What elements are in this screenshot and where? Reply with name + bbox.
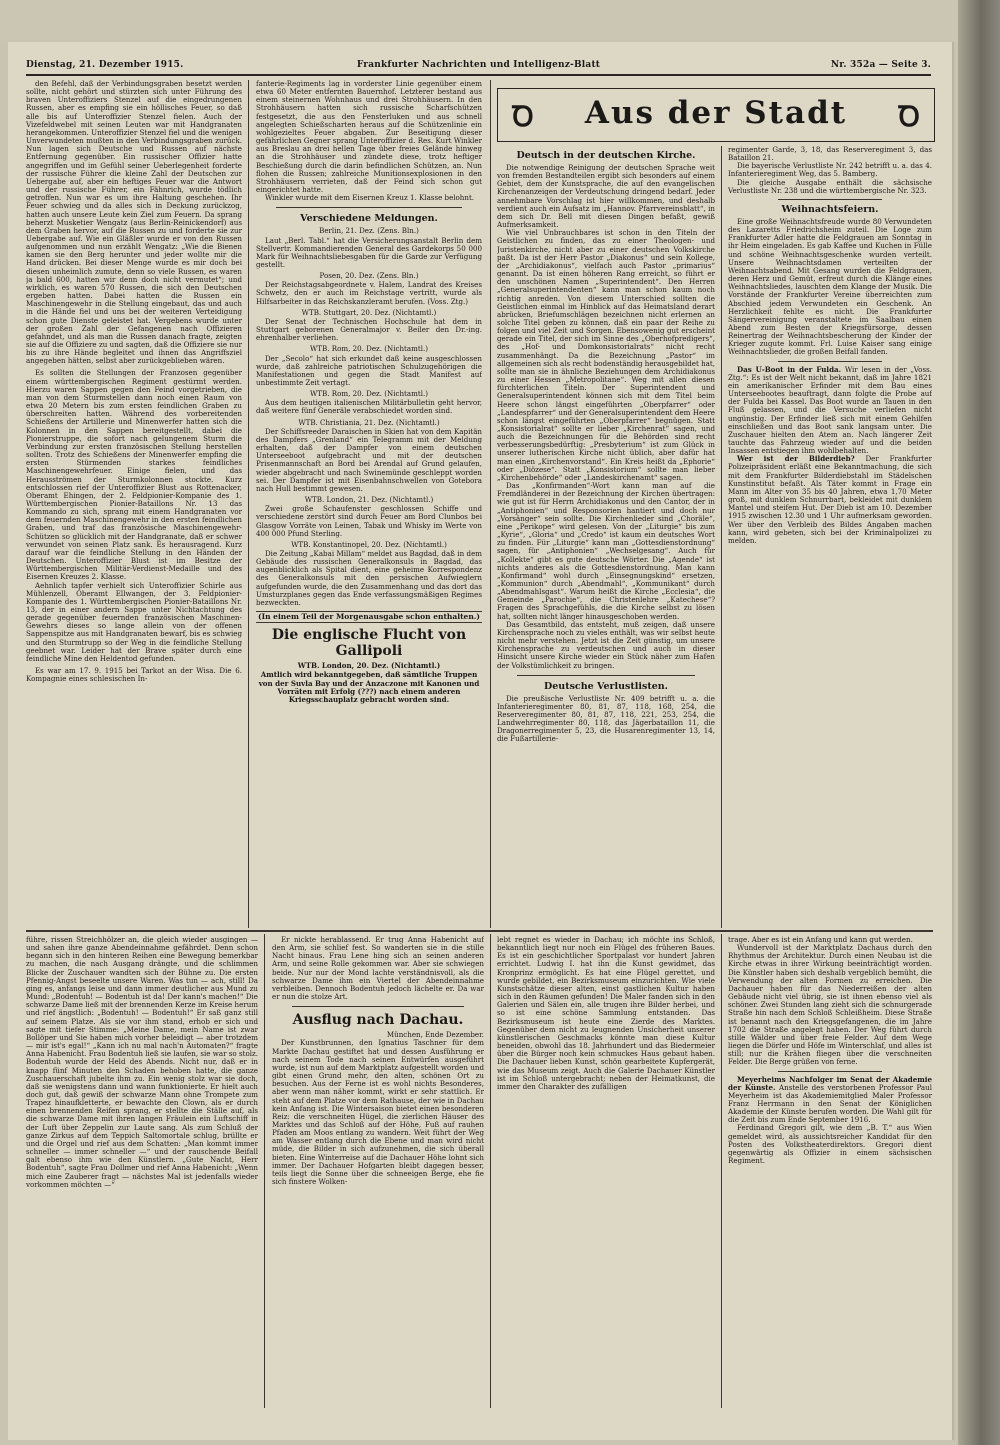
paragraph: Die preußische Verlustliste Nr. 409 betrifft u. a. die Infanterieregimenter 80, 81, 87, 118, 168, 254, die Reserveregimenter 80, 81, 87, 118, 221, 253, 254, die Landwehrregimenter 80, 118, das Jägerbataillon 11, die Dragonerregimenter 5, 23, die Husarenregimenter 13, 14, die Fußartillerie- [497, 693, 715, 744]
binding-edge [958, 0, 1000, 1445]
header-page-number: Nr. 352a — Seite 3. [830, 60, 931, 70]
column-rule [490, 934, 491, 1408]
column-rule [490, 80, 491, 928]
paragraph: Das Gesamtbild, das entsteht, muß zeigen, daß unsere Kirchensprache noch zu vieles enthält, was wir selbst heute nicht mehr verstehen. Jetzt ist die Zeit günstig, um unsere Kirchensprache zu verdeutschen und auch in dieser Hinsicht unsere Kirche wieder ein Stück näher zum Hafen der Volkstümlichkeit zu bringen. [497, 619, 715, 670]
section-heading-box [497, 88, 935, 142]
paragraph: Die bayerische Verlustliste Nr. 242 betrifft u. a. das 4. Infanterieregiment Weg, das 5. Bamberg. [728, 161, 932, 179]
paragraph: Aus dem heutigen italienischen Militärbulletin geht hervor, daß weitere fünf Generäle verabschiedet worden sind. [256, 398, 482, 416]
paragraph: Der Kunstbrunnen, den Ignatius Taschner für dem Markte Dachau gestiftet hat und dessen Ausführung er nach seinem Tode nach seinen Entwürfen ausgeführt wurde, ist nun auf dem Marktplatz aufgestellt worden und gibt einen Grund mehr, den alten, schönen Ort zu besuchen. Aus der Ferne ist es wohl nichts Besonderes, aber wenn man näher kommt, wirkt er sehr stattlich. Er steht auf dem Platze vor dem Rathause, der wie in Dachau kein Anfang ist. Die Wintersaison bietet einen besonderen Reiz: die verschneiten Hügel, die zierlichen Häuser des Marktes und das Schloß auf der Höhe, Fuß auf rauhen Pfaden am Moos entlang zu wandern. Weit führt der Weg am Wasser entlang durch die Ebene und man wird nicht müde, die Bilder in sich aufzunehmen, die sich überall bieten. Eine Winterreise auf die Dachauer Höhe lohnt sich immer. Der Dachauer Hofgarten bleibt dagegen besser, teils liegt die Sonne über die schneeigen Berge, ehe fie sich finstere Wolken- [272, 1038, 484, 1187]
column-rule [721, 934, 722, 1408]
run-in-headline: Das U-Boot in der Fulda. [737, 364, 842, 374]
column-rule [721, 146, 722, 928]
paragraph: Eine große Weihnachtsfreude wurde 80 Verwundeten des Lazaretts Friedrichsheim zuteil. Die Loge zum Frankfurter Adler hatte die Feldgrauen am Sonntag in ihr Heim eingeladen. Es gab Kaffee und Kuchen in Fülle und schöne Weihnachtsgeschenke wurden verteilt. Unsere Weihnachtsdamen verteilten der Weihnachtsabend. Mit Gesang wurden die Feldgrauen, deren Herz und Gemüt, erfreut durch die Klänge eines Weihnachtsliedes, lauschten dem Klange der Musik. Die Vorstände der Frankfurter Vereine überreichten zum Abschied jedem Verwundeten ein Geschenk. An Herzlichkeit fehlte es nicht. Die Frankfurter Sängervereinigung veranstaltete im Saalbau einen Abend zum Besten der Kriegsfürsorge, dessen Reinertrag der Weihnachtsbescherung der Kinder der Krieger zugute kommt. Frl. Luise Kaiser sang einige Weihnachtslieder, die großen Beifall fanden. [728, 216, 932, 357]
paragraph: Amtlich wird bekanntgegeben, daß sämtliche Truppen von der Suvla Bay und der Anzaczone mit Kanonen und Vorräten mit Erfolg (???) nach einem anderen Kriegsschauplatz gebracht worden sind. [258, 670, 480, 704]
edition-note: (In einem Teil der Morgenausgabe schon enthalten.) [256, 611, 482, 623]
ornament-right: Ꝺ [898, 100, 920, 133]
paragraph [728, 1076, 932, 1125]
paragraph: Es sollten die Stellungen der Franzosen gegenüber einem württembergischen Regiment gestürmt werden. Hierzu waren Sappen gegen den Feind vorgetrieben, die man von dem Sturmstellen dann noch einen Raum von etwa 20 Metern bis zum ersten feindlichen Graben zu überschreiten hatten. Während des vorbereitenden Schießens der Artillerie und Minenwerfer hatten sich die Kolonnen in den Sappen bereitgestellt, dabei die Pionierstruppe, die sofort nach gelungenem Sturm die Verbindung zur ersten französischen Stellung herstellen sollten. Trotz des Schießens der Minenwerfer empfing die ersten Stürmenden starkes feindliches Maschinengewehrfeuer. Einige fielen, und das Herausströmen der Sturmkolonnen stockte. Kurz entschlossen rief der Unteroffizier Blust aus Rottenacker, Oberamt Ehingen, der 2. Feldpionier-Kompanie des 1. Württembergischen Pionier-Bataillons Nr. 13 das Kommando zu sich, sprang mit einem Handgranaten vor dem feuernden Maschinengewehr in den ersten feindlichen Graben, und traf das französische Maschinengewehr-Schützen so glücklich mit der Handgranate, daß er schwer verwundet von seinen Platz sank. Es herausragend. Kurz darauf war die feindliche Stellung in den Händen der Deutschen. Unteroffizier Blust ist im Besitze der Württembergischen Militär-Verdienst-Medaille und des Eisernen Kreuzes 2. Klasse. [26, 368, 242, 582]
header-date: Dienstag, 21. Dezember 1915. [26, 60, 184, 70]
paragraph: Der Senat der Technischen Hochschule hat dem in Stuttgart geborenen Generalmajor v. Beiler den Dr.-ing. ehrenhalber verliehen. [256, 316, 482, 343]
article-headline: Die englische Flucht von Gallipoli [271, 627, 467, 660]
dateline: München, Ende Dezember. [386, 1030, 484, 1040]
paragraph: führe, rissen Streichhölzer an, die gleich wieder ausgingen — und sahen ihre ganze Abendeinnahme gefährdet. Denn schon begann sich in den hinteren Reihen eine Bewegung bemerkbar zu machen, die nach Ausgang drängte, und die schlimmen Blicke der Zuschauer wandten sich der Bühne zu. Die ersten Pfennig-Angst beseelte unsere Waren. Was tun — ach, still! Da ging es, anfangs leise und dann immer deutlicher aus Mund zu Mund: „Bodentuh! — Bodentuh ist da! Der kann's machen!“ Die schwarze Dame ließ mit der brennenden Kerze im Kreise herum und rief ängstlich: „Bodentuh! — Bodentuh!“ Er saß ganz still auf seinem Platze. Als sie vor ihm stand, erhob er sich und sagte mit tiefer Stimme: „Meine Dame, mein Name ist zwar Bollöper und Sie haben mich vorher beleidigt — aber trotzdem — mir ist's egal!“ „Kann ich nu mal nach'n Automaten?“ fragte Anna Habenicht. Frau Bodentuh ließ sie laufen, sie war so stolz. Bodentuh wurde der Held des Abends. Nicht nur, daß er in knapp fünf Minuten den Schaden behoben hatte, die ganze Zuschauerschaft jubelte ihm zu. Ein wenig stolz war sie doch, daß sie wenigstens dann und wann funktionierte. Er hielt auch doch gut, daß gewiß der schwarze Mann ohne Trompete zum Trapez hinaufkletterte, er bewachte den Clown, als er durch einen brennenden Reifen sprang, er stellte die Ställe auf, als die schwarze Dame mit ihren langen Fräulein ein Luftschiff in der Luft über Zeppelin zur Laute sang. Als zum Schluß der ganze Zirkus auf dem Teppich Saltomortale schlug, brüllte er und die Orgel und rief aus dem Schatten: „Man kommt immer schneller — immer schneller —“ und der rauschende Beifall galt ebenso ihm wie den Künstlern. „Gute Nacht, Herr Bodentuh“, sagte Frau Dollmer und rief Anna Habenicht: „Wenn mich eine Zauberer fragt — nächstes Mal ist jedenfalls wieder vorkommen möchten —“ [26, 936, 258, 1189]
paragraph: Winkler wurde mit dem Eisernen Kreuz 1. Klasse belohnt. [265, 193, 475, 203]
paragraph: den Befehl, daß der Verbindungsgraben besetzt werden sollte, nicht gehört und stürzten sich unter Führung des braven Unteroffiziers Stenzel auf die eingedrungenen Russen, aber es empfing sie ein höllisches Feuer, so daß alle bis auf Unteroffizier Stenzel fielen. Auch der Vizefeldwebel mit seinen Leuten war mit Handgranaten herangekommen. Unteroffizier Stenzel fiel und die wenigen Unverwundeten mußten in den Verbindungsgraben zurück. Nun lagen sich Deutsche und Russen auf nächste Entfernung gegenüber. Ein russischer Offizier hatte angegriffen und im Gefühl seiner Ueberlegenheit forderte der russische Führer die kleine Zahl der Deutschen zur Uebergabe auf, aber ein heftiges Feuer war die Antwort und der russische Führer, ein Fähnrich, wurde tödlich getroffen. Nun war es um ihre Haltung geschehen. Ihr Feuer schwieg und da alles sich in Deckung zurückzog, hatten auch unsere Leute kein Ziel zum Feuern. Da sprang beherzt Musketier Wengatz (aus Berlin-Reinickendorf) aus dem Graben hervor, auf die Russen zu und forderte sie zur Uebergabe auf. Wie ein Gläßler wurde er von den Russen aufgenommen und nun erzählt Wengatz: „Wie die Bienen kamen sie den Berg herunter und jeder wollte mir die Hand drücken. Bei dieser Menge wurde es mir doch bei diesen unheimlich zumute, denn so viele Russen, es waren ja bald 600, hatten wir denn doch nicht vermutet“; und wirklich, es waren 570 Russen, die sich den Deutschen ergeben hatten. Dabei hatten die Russen ein Maschinengewehr in die Stellung eingebaut, das und auch in die Hände fiel und uns bei der weiteren Verteidigung schon gute Dienste geleistet hat. Vergebens wurde unter der großen Zahl der Gefangenen nach Offizieren gefahndet, und als man die Russen danach fragte, zeigten sie auf die Offiziere zu und sagten, daß die Offiziere sie nur bis zu ihre Hände begleitet und ihnen das Angriffsziel angegeben hätten, selbst aber zurückgeblieben wären. [26, 80, 242, 366]
scan-top-margin [0, 0, 958, 42]
paragraph: Er nickte herablassend. Er trug Anna Habenicht auf den Arm, sie schlief fest. So wanderten sie in die stille Nacht hinaus. Frau Lene hing sich an seinen anderen Arm, und seine Rolle gekommen war. Aber sie schwiegen beide. Nur nur der Mond lachte verständnisvoll, als die schwarze Dame ihm ein Viertel der Abendeinnahme verbleiben. Dennoch Bodentuh jedoch lächelte er. Da war er nun die stolze Art. [272, 936, 484, 1002]
separator [517, 675, 695, 676]
lower-column-1 [26, 936, 258, 1406]
separator [778, 1071, 882, 1072]
dateline: WTB. Stuttgart, 20. Dez. (Nichtamtl.) [301, 307, 437, 317]
paragraph: Ferdinand Gregori gilt, wie dem „B. T.“ aus Wien gemeldet wird, als aussichtsreicher Kandidat für den Posten des Volkstheaterdirektors. Gregori dient gegenwärtig als Offizier in einem sächsischen Regiment. [728, 1123, 932, 1166]
run-in-headline: Meyerheims Nachfolger im Senat der Akademie der Künste. [728, 1074, 932, 1092]
dateline: Berlin, 21. Dez. (Zens. Bln.) [319, 226, 419, 236]
lower-column-4 [728, 936, 932, 1406]
paragraph: regimenter Garde, 3, 18, das Reserveregiment 3, das Bataillon 21. [728, 146, 932, 163]
separator [778, 361, 882, 362]
separator [276, 207, 462, 208]
paragraph: Der „Secolo“ hat sich erkundet daß keine ausgeschlossen wurde, daß zahlreiche patriotischen Schulzugehörigen die Manifestationen und gegen die Stadt Manifest auf unbestimmte Zeit vertagt. [256, 353, 482, 387]
column-2 [256, 80, 482, 928]
paragraph: Die Zeitung „Kabai Millam“ meldet aus Bagdad, daß in dem Gebäude des russischen Generalkonsuls in Bagdad, das augenblicklich als Spital dient, eine geheime Korrespondenz des Generalkonsuls mit den persischen Aufwieglern aufgefunden wurde, die den Zusammenhang und das dort das Umsturzplanes gegen das Ende verfassungsmäßigen Regimes bezweckten. [256, 548, 482, 607]
paragraph: Es war am 17. 9. 1915 bei Tarkot an der Wisa. Die 6. Kompagnie eines schlesischen In- [26, 666, 242, 684]
article-headline: Weihnachtsfeiern. [781, 203, 879, 215]
paragraph: Aehnlich tapfer verhielt sich Unteroffizier Schirle aus Mühlenzell, Oberamt Ellwangen, der 3. Feldpionier-Kompanie des 1. Württembergischen Pionier-Bataillons Nr. 13, der in einer andern Sappe unter Nichtachtung des gerade gegenüber feuernden französischen Maschinen-Gewehrs dieses so lange allein von der offenen Sappenspitze aus mit Handgranaten bewarf, bis es schwieg und den Sturmtrupp so der Weg in die feindliche Stellung geebnet war. Leider hat der Brave später durch eine feindliche Mine den Heldentod gefunden. [26, 580, 242, 663]
column-4 [728, 146, 932, 928]
paragraph-text: Der Frankfurter Polizeipräsident erläßt eine Bekanntmachung, die sich mit dem Frankfurter Bilderdiebstahl im Städelschen Kunstinstitut befaßt. Als Täter kommt in Frage ein Mann im Alter von 35 bis 40 Jahren, etwa 1,70 Meter groß, mit dunklem Schnurrbart, bekleidet mit dunklem Mantel und steifem Hut. Der Dieb ist am 10. Dezember 1915 zwischen 12.30 und 1 Uhr aufmerksam geworden. Wer über den Verbleib des Bildes Angaben machen kann, wird gebeten, sich bei der Kriminalpolizei zu melden. [728, 454, 932, 545]
article-headline: Deutsche Verlustlisten. [544, 680, 668, 692]
paragraph: Die gleiche Ausgabe enthält die sächsische Verlustliste Nr. 238 und die württembergische Nr. 323. [728, 177, 932, 195]
paragraph: Die notwendige Reinigung der deutschen Sprache weit von fremden Bestandteilen ergibt sich besonders auf einem Gebiet, dem der Kunstsprache, die auf den evangelischen Kirchenanzeigen der Verdeutschung dringend bedarf. Jeder annehmbare Vorschlag ist hier willkommen, und deshalb verdient auch ein Aufsatz im „Hannov. Pfarrvereinsblatt“, in dem sich Dr. Bell mit diesen Dingen befaßt, gewiß Aufmerksamkeit. [497, 163, 715, 230]
paragraph-text: Anstelle des verstorbenen Professor Paul Meyerheim ist das Akademiemitglied Maler Professor Franz Herrmann in den Senat der Königlichen Akademie der Künste berufen worden. Die Wahl gilt für die Zeit bis zum Ende September 1916. [728, 1082, 932, 1125]
paragraph: Der Reichstagsabgeordnete v. Halem, Landrat des Kreises Schwetz, den er auch im Reichstage vertritt, wurde als Hilfsarbeiter in das Reichskanzleramt berufen. (Voss. Ztg.) [256, 280, 482, 306]
paragraph [728, 366, 932, 456]
paragraph [728, 455, 932, 545]
paragraph: Das „Konfirmanden“-Wort kann man auf die Fremdländerei in der Bezeichnung der Kirchen übertragen: wie gut ist für Herrn Archidiakonus und den Cantor, der in „Antiphonien“ und Responsorien hantiert und doch nur „Vorsänger“ sein sollte. Die Kirchenlieder sind „Choräle“, eine „Perikope“ wird gelesen. Von der „Liturgie“ bis zum „Kyrie“, „Gloria“ und „Credo“ ist kaum ein deutsches Wort zu finden. Für „Liturgie“ kann man „Gottesdienstordnung“ sagen, für „Antiphonien“ „Wechselgesang“. Auch für „Kollekte“ gibt es gute deutsche Wörter. Die „Agende“ ist nichts anderes als die Gottesdienstordnung. Man kann „Konfirmand“ wohl durch „Einsegnungskind“ ersetzen, „Kommunion“ durch „Abendmahl“, „Kommunikant“ durch „Abendmahlsgast“. Warum heißt die Kirche „Ecclesia“, die Gemeinde „Parochie“, die Christenlehre „Katechese“? Fragen des Sprachgefühls, die die Kirche selbst zu lösen hat, sollten nicht länger hinausgeschoben werden. [497, 481, 715, 621]
paragraph: Wundervoll ist der Marktplatz Dachaus durch den Rhythmus der Architektur. Durch einen Neubau ist die Kirche etwas in ihrer Wirkung beeinträchtigt worden. Die Künstler haben sich deshalb vergeblich bemüht, die Verwendung der alten Formen zu erreichen. Die Dachauer haben für das Niederreißen der alten Gebäude nicht viel übrig, sie ist ihnen ebenso viel als schöner. Zwei Stunden lang zieht sich die schnurgerade Straße hin nach dem Schloß Schleißheim. Diese Straße ist benannt nach den Kriegsgefangenen, die im Jahre 1702 die Straße angelegt haben. Der Weg führt durch stille Wälder und über freie Felder. Auf dem Wege liegen die Dörfer und Höfe im Winterschlaf, und alles ist still; nur die Krähen fliegen über die verschneiten Felder. Die Berge grüßen von ferne. [728, 943, 932, 1067]
column-1 [26, 80, 242, 928]
column-3 [497, 146, 715, 928]
article-headline: Verschiedene Meldungen. [300, 213, 438, 225]
lower-column-3 [497, 936, 715, 1406]
article-headline: Ausflug nach Dachau. [292, 1012, 464, 1029]
separator [292, 1006, 464, 1007]
column-rule [264, 934, 265, 1408]
paragraph: lebt regnet es wieder in Dachau; ich möchte ins Schloß, bekanntlich liegt nur noch ein Flügel des früheren Baues. Es ist ein geschichtlicher Sportpalast vor hundert Jahren errichtet. Ludwig I. hat ihn die Kunst gewidmet, das Kronprinz ermöglicht. Es hat eine Flügel gerettet, und wurde gebildet, ein Bezirksmuseum einzurichten. Wie viele Kunstschätze dieser alten, einst gastlichen Kultur haben sich in den Räumen gefunden! Die Maler fanden sich in den Galerien und Sälen ein, alle trugen ihre Bilder herbei, und so ist eine schöne Sammlung entstanden. Das Bezirksmuseum ist heute eine Zierde des Marktes. Gegenüber dem nicht zu leugnenden Unsicherheit unserer künstlerischen Geschmacks könnte man diese Kultur beneiden, obwohl das 18. Jahrhundert und das Biedermeier über die Bürger noch kein schmuckes Haus gebaut haben. Die Dachauer lieben Kunst, schön gearbeitete Kupfergerät, wie das Museum zeigt. Auch die Galerie Dachauer Künstler ist im Schloß untergebracht; neben der Heimatkunst, die immer den Charakter des zufälligen [497, 936, 715, 1091]
header-rule [26, 74, 931, 76]
column-rule [248, 80, 249, 928]
paragraph: Laut „Berl. Tabl.“ hat die Versicherungsanstalt Berlin dem Stellvertr. Kommandierenden General des Gardekorps 50 000 Mark für Weihnachtsliebesgaben für die Garde zur Verfügung gestellt. [256, 235, 482, 269]
article-headline: Deutsch in der deutschen Kirche. [516, 150, 696, 161]
dateline: WTB. Konstantinopel, 20. Dez. (Nichtamtl.) [291, 539, 447, 549]
section-rule [26, 930, 933, 932]
paragraph: trage. Aber es ist ein Anfang und kann gut werden. [728, 936, 913, 944]
dateline: WTB. Rom, 20. Dez. (Nichtamtl.) [310, 344, 428, 354]
dateline: WTB. Christiania, 21. Dez. (Nichtamtl.) [298, 417, 440, 427]
ornament-left: Ꝺ [512, 100, 534, 133]
dateline: WTB. London, 20. Dez. (Nichtamtl.) [297, 661, 441, 671]
header-masthead: Frankfurter Nachrichten und Intelligenz-Blatt [356, 60, 601, 70]
paragraph: Der Schiffsreeder Daraischen in Skien hat von dem Kapitän des Dampfers „Grenland“ ein Telegramm mit der Meldung erhalten, daß der Dampfer von einem deutschen Unterseeboot aufgebracht und mit der deutschen Prisenmannschaft an Bord bei Arendal auf Grund gelaufen, wieder abgebracht und nach Swinemünde geschleppt worden sei. Der Dampfer ist mit Eisenbahnschwellen von Gotebora nach Hull bestimmt gewesen. [256, 426, 482, 493]
dateline: WTB. Rom, 20. Dez. (Nichtamtl.) [310, 389, 428, 399]
separator [778, 199, 882, 200]
section-heading: Aus der Stadt [584, 95, 848, 131]
dateline: WTB. London, 21. Dez. (Nichtamtl.) [304, 495, 434, 505]
paragraph: Wie viel Unbrauchbares ist schon in den Titeln der Geistlichen zu finden, das zu einer Theologen- und Juristenkirche, nicht aber zu einer deutschen Volkskirche paßt. Da ist der Herr Pastor „Diakonus“ und sein Kollege, der „Archidiakonus“, vielfach auch Pastor „primarius“ genannt. Da ist einen höheren Rang erreicht, so führt er den unschönen Namen „Superintendent“. Den Herren „Generalsuperintendenten“ kann man schon kaum noch richtig anreden. Von diesem Unterschied sollten die Geistlichen einmal im Hinblick auf das Heimatsland derart abrücken, Briefumschlägen bezeichnen nicht erlernen an solche Titel geben zu können, daß ein paar der Reihe zu folgen und viel Zeit und Sorgen. Ebensowenig gut erscheint gerade ein Titel, der sich im Sinne des „Oberhofpredigers“, des „Hof- und Domkonsistorialrats“ nicht recht zusammenhängt. Da die Bezeichnung „Pastor“ im allgemeinen sich als recht bodenständig herausgebildet hat, sollte man sie in ähnliche Beziehungen dem Archidiakonus zu einer Hessen „Metropolitane“. Weg mit allen diesen fürchterlichen Titeln. Der Superintendent und Generalsuperintendent können sich mit dem Titel beim Heere schon längst eingeführten „Oberpfarrer“ oder „Landespfarrer“ und der Generalsuperintendent dem Heere schon längst eingeführten „Oberpfarrer“ begnügen. Statt „Konsistorialrat“ sollte er lieber „Kirchenrat“ sagen, und auch die Bezeichnungen für die Behörden sind recht verbesserungsbedürftig: „Presbyterium“ ist zum Glück in unserer lutherischen Kirche nicht üblich, aber dafür hat man einen „Kirchenvorstand“. Ein Kreis heißt da „Ephorie“ oder „Diözese“. Statt „Konsistorium“ sollte man lieber „Kirchenbehörde“ oder „Landeskirchenamt“ sagen. [497, 228, 715, 482]
paragraph: fanterie-Regiments lag in vorderster Linie gegenüber einem etwa 60 Meter entfernten Bauernhof. Letzterer bestand aus einem steinernen Wohnhaus und drei Strohhäusern. In den Strohhäusern hatten sich russische Scharfschützen festgesetzt, die aus den Fensterluken und aus schnell angelegten Schießscharten heraus auf die Schützenlinie ein wohlgezieltes Feuer abgaben. Zur Beseitigung dieser gefährlichen Gegner sprang Unteroffizier d. Res. Kurt Winkler aus Breslau an drei hellen Tage über freies Gelände hinweg an die Strohhäuser und zündete diese, trotz heftiger Beschießung durch die darin befindlichen Schützen, an. Nun flohen die Russen; zahlreiche Munitionsexplosionen in den Strohhäusern verrieten, daß der Feind sich schon gut eingerichtet hatte. [256, 80, 482, 195]
run-in-headline: Wer ist der Bilderdieb? [737, 454, 855, 464]
paragraph-text: Wir lesen in der „Voss. Ztg.“: Es ist der Welt nicht bekannt, daß im Jahre 1821 ein amerikanischer Erfinder mit dem Bau eines Unterseebootes beauftragt, dann folgte die Probe auf der Fulda bei Kassel. Das Boot wurde an Tauen in den Fluß gelassen, und die Versuche verliefen nicht ungünstig. Der Erfinder ließ sich mit einem Gehilfen einschließen und das Boot sank langsam unter. Die Zuschauer hielten den Atem an. Nach längerer Zeit tauchte das Fahrzeug wieder auf und die beiden Insassen entstiegen ihm wohlbehalten. [728, 364, 932, 456]
dateline: Posen, 20. Dez. (Zens. Bln.) [319, 271, 419, 281]
paragraph: Zwei große Schaufenster geschlossen Schiffe und verschiedene zerstört sind durch Feuer am Bord Clunbos bei Glasgow Vorräte von Leinen, Tabak und Whisky im Werte von 400 000 Pfund Sterling. [256, 504, 482, 538]
lower-column-2 [272, 936, 484, 1406]
